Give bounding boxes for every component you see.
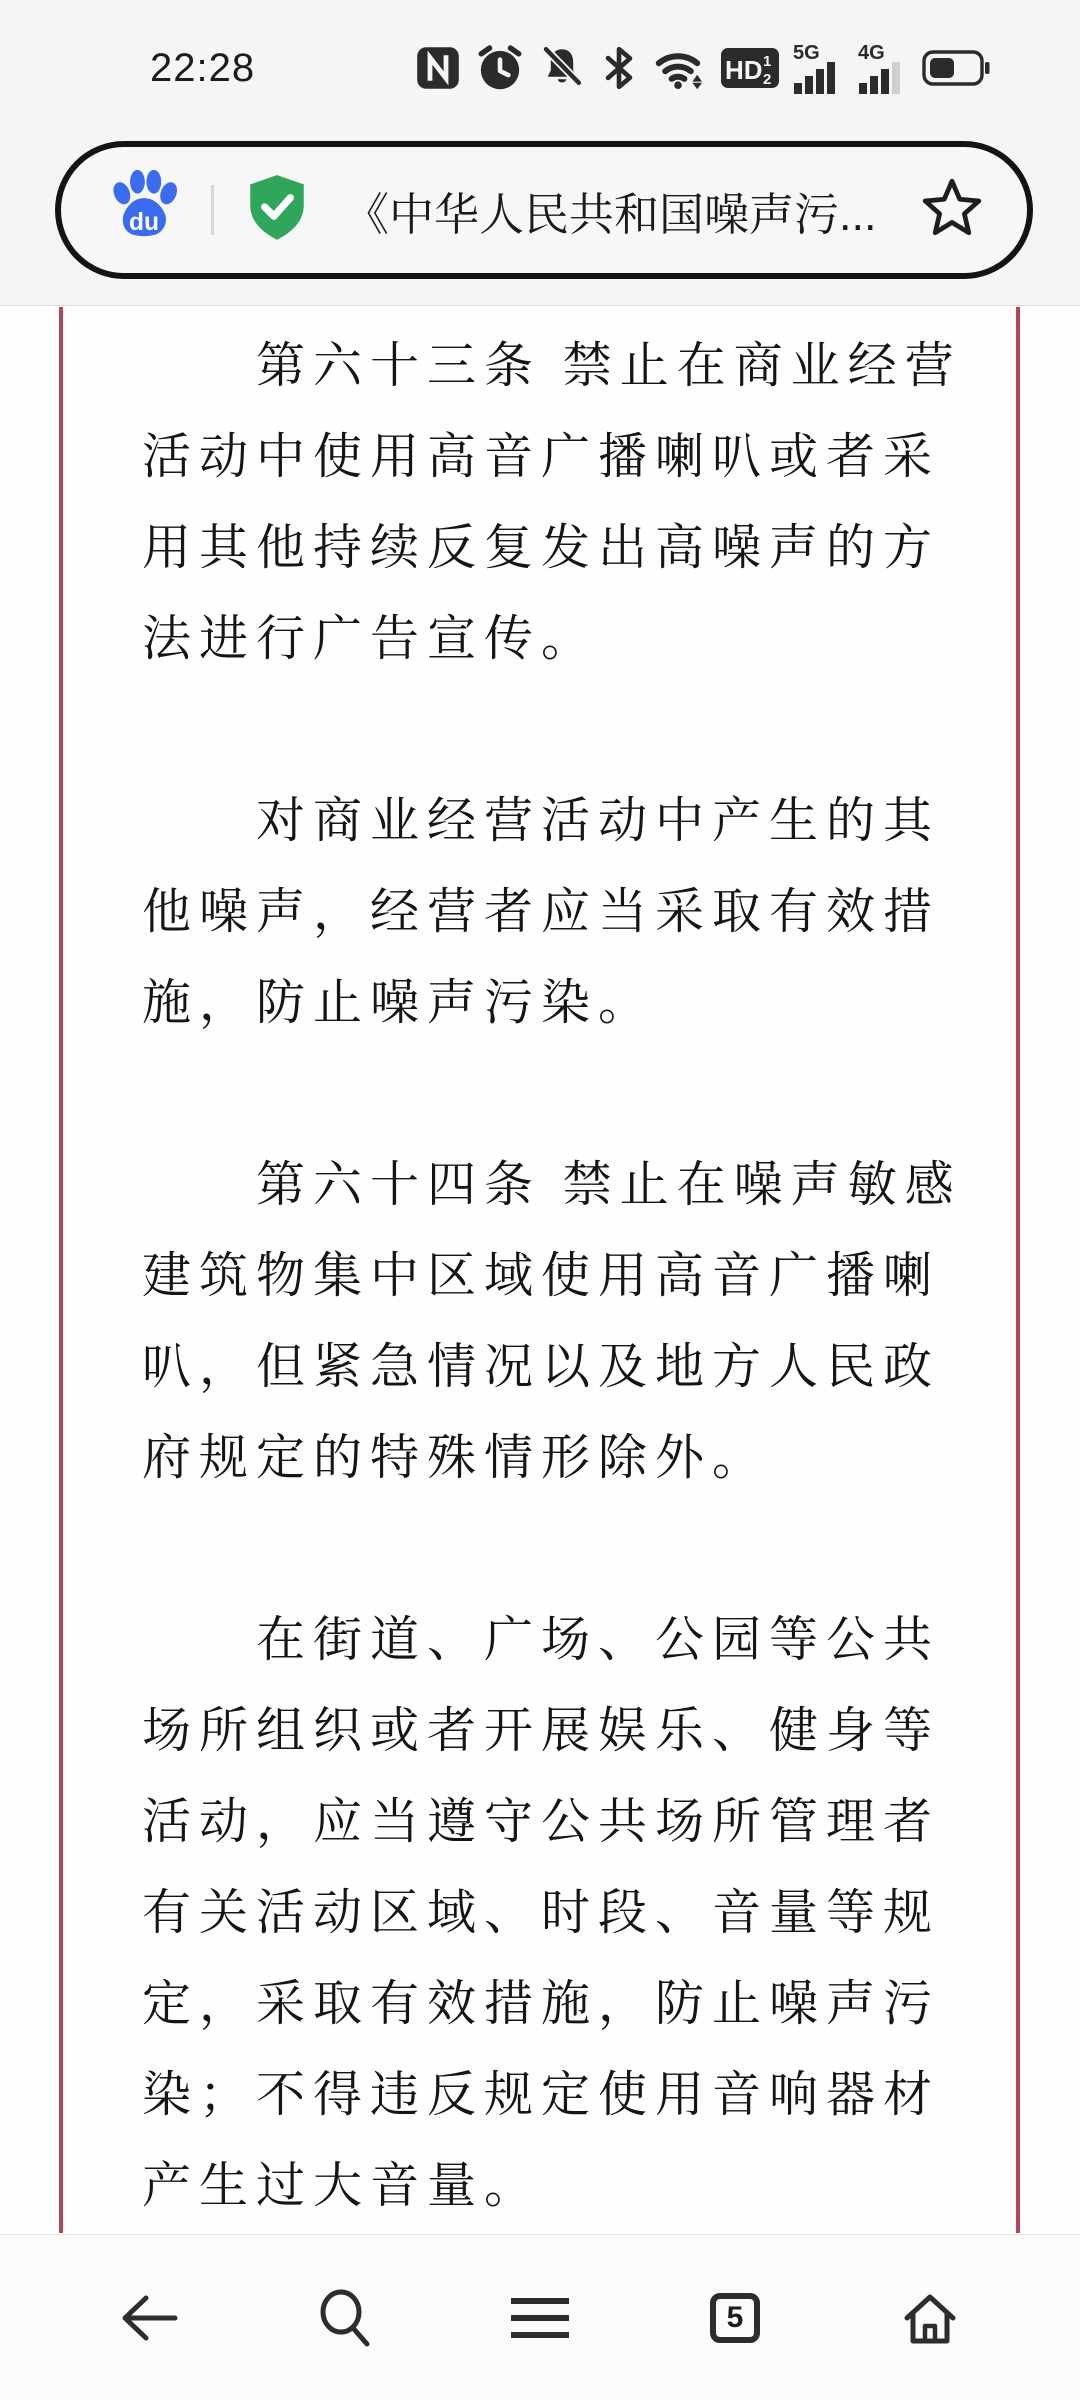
nfc-icon xyxy=(414,44,462,92)
text-line: 活动中使用高音广播喇叭或者采 xyxy=(142,430,941,484)
mute-icon xyxy=(538,44,586,92)
wifi-icon xyxy=(652,43,708,93)
secure-shield-icon[interactable] xyxy=(244,172,310,249)
paragraph xyxy=(142,776,957,1049)
bluetooth-icon xyxy=(599,43,639,93)
text-line: 叭，但紧急情况以及地方人民政 xyxy=(142,1340,941,1394)
text-line: 有关活动区域、时段、音量等规 xyxy=(142,1886,941,1940)
svg-text:4G: 4G xyxy=(858,42,885,64)
text-line: 产生过大音量。 xyxy=(142,2159,542,2213)
text-line: 第六十三条 禁止在商业经营 xyxy=(142,339,962,393)
star-icon[interactable] xyxy=(919,175,985,246)
status-bar xyxy=(0,36,1080,100)
text-line: 第六十四条 禁止在噪声敏感 xyxy=(142,1158,962,1212)
page-title: 《中华人民共和国噪声污... xyxy=(344,188,877,240)
status-time: 22:28 xyxy=(150,45,256,90)
paragraph xyxy=(142,1595,957,2232)
svg-text:5G: 5G xyxy=(793,42,820,64)
tab-count: 5 xyxy=(726,2300,744,2334)
back-icon[interactable] xyxy=(118,2286,182,2350)
text-line: 建筑物集中区域使用高音广播喇 xyxy=(142,1249,941,1303)
text-line: 用其他持续反复发出高噪声的方 xyxy=(142,521,941,575)
text-line: 场所组织或者开展娱乐、健身等 xyxy=(142,1704,941,1758)
battery-icon xyxy=(922,50,990,86)
svg-text:1: 1 xyxy=(763,53,772,70)
search-icon[interactable] xyxy=(313,2286,377,2350)
browser-chrome xyxy=(0,0,1080,306)
text-line: 府规定的特殊情形除外。 xyxy=(142,1431,770,1485)
paragraph xyxy=(142,321,962,685)
alarm-icon xyxy=(475,43,525,93)
svg-text:HD: HD xyxy=(725,55,763,85)
text-line: 他噪声，经营者应当采取有效措 xyxy=(142,885,941,939)
signal-4g-icon xyxy=(857,42,909,94)
pill-divider xyxy=(211,185,214,235)
web-page-content xyxy=(0,307,1080,2233)
baidu-logo[interactable] xyxy=(103,167,185,254)
text-line: 活动，应当遵守公共场所管理者 xyxy=(142,1795,941,1849)
browser-toolbar xyxy=(0,2234,1080,2400)
address-bar[interactable] xyxy=(55,141,1033,279)
paragraph xyxy=(142,1140,962,1504)
svg-text:du: du xyxy=(128,208,160,236)
svg-text:2: 2 xyxy=(763,71,772,88)
tabs-icon[interactable] xyxy=(703,2286,767,2350)
home-icon[interactable] xyxy=(898,2286,962,2350)
text-line: 施，防止噪声污染。 xyxy=(142,976,656,1030)
text-line: 定，采取有效措施，防止噪声污 xyxy=(142,1977,941,2031)
text-line: 法进行广告宣传。 xyxy=(142,612,599,666)
text-line: 在街道、广场、公园等公共 xyxy=(142,1613,941,1667)
signal-5g-icon xyxy=(792,42,844,94)
article-body xyxy=(142,321,962,2232)
right-red-rule xyxy=(1016,307,1020,2233)
menu-icon[interactable] xyxy=(508,2286,572,2350)
status-icons xyxy=(414,42,990,94)
hd-voice-icon xyxy=(721,46,779,90)
text-line: 对商业经营活动中产生的其 xyxy=(142,794,941,848)
text-line: 染；不得违反规定使用音响器材 xyxy=(142,2068,941,2122)
left-red-rule xyxy=(59,307,63,2233)
